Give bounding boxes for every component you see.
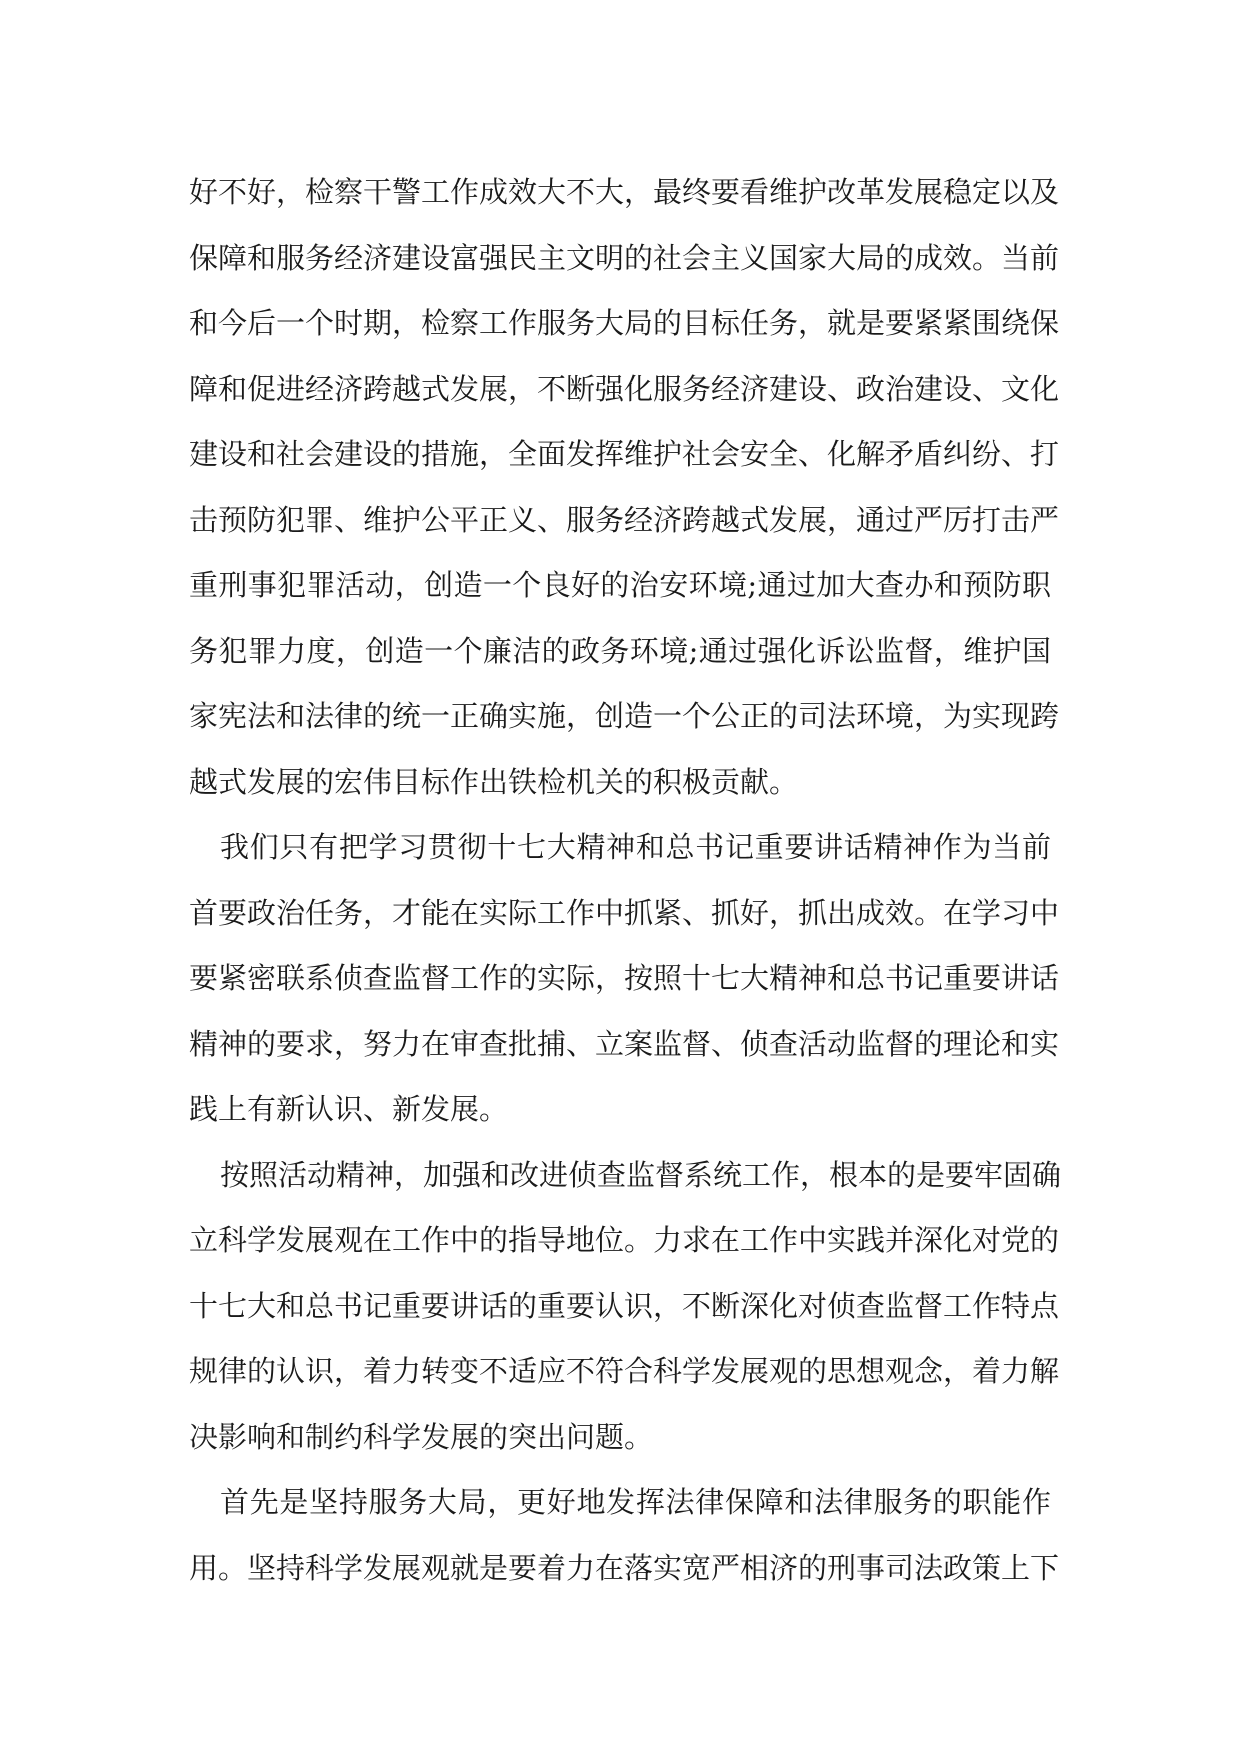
- text-line: 建设和社会建设的措施，全面发挥维护社会安全、化解矛盾纠纷、打: [189, 437, 1060, 471]
- text-line: 首先是坚持服务大局，更好地发挥法律保障和法律服务的职能作: [220, 1485, 1051, 1519]
- paragraph: [189, 1470, 1060, 1601]
- text-line: 按照活动精神，加强和改进侦查监督系统工作，根本的是要牢固确: [220, 1157, 1062, 1192]
- text-line: 规律的认识，着力转变不适应不符合科学发展观的思想观念，着力解: [189, 1354, 1060, 1388]
- text-line: 我们只有把学习贯彻十七大精神和总书记重要讲话精神作为当前: [220, 830, 1051, 864]
- text-line: 践上有新认识、新发展。: [189, 1092, 509, 1126]
- text-line: 障和促进经济跨越式发展，不断强化服务经济建设、政治建设、文化: [189, 371, 1060, 406]
- text-line: 保障和服务经济建设富强民主文明的社会主义国家大局的成效。当前: [189, 240, 1060, 275]
- text-line: 家宪法和法律的统一正确实施，创造一个公正的司法环境，为实现跨: [189, 699, 1060, 733]
- text-line: 击预防犯罪、维护公平正义、服务经济跨越式发展，通过严厉打击严: [189, 502, 1060, 537]
- text-line: 重刑事犯罪活动，创造一个良好的治安环境;通过加大查办和预防职: [189, 568, 1051, 602]
- text-line: 决影响和制约科学发展的突出问题。: [189, 1419, 654, 1454]
- paragraph: [189, 815, 1060, 1143]
- text-line: 用。坚持科学发展观就是要着力在落实宽严相济的刑事司法政策上下: [189, 1550, 1060, 1585]
- paragraph: [189, 160, 1060, 815]
- text-line: 要紧密联系侦查监督工作的实际，按照十七大精神和总书记重要讲话: [189, 961, 1060, 995]
- text-line: 十七大和总书记重要讲话的重要认识，不断深化对侦查监督工作特点: [189, 1288, 1060, 1323]
- text-line: 精神的要求，努力在审查批捕、立案监督、侦查活动监督的理论和实: [189, 1026, 1060, 1061]
- text-line: 和今后一个时期，检察工作服务大局的目标任务，就是要紧紧围绕保: [189, 306, 1060, 340]
- text-line: 立科学发展观在工作中的指导地位。力求在工作中实践并深化对党的: [189, 1223, 1060, 1257]
- paragraph: [189, 1143, 1062, 1471]
- text-line: 务犯罪力度，创造一个廉洁的政务环境;通过强化诉讼监督，维护国: [189, 633, 1051, 668]
- body-text: [189, 160, 1062, 1601]
- text-line: 首要政治任务，才能在实际工作中抓紧、抓好，抓出成效。在学习中: [189, 895, 1060, 930]
- text-line: 好不好，检察干警工作成效大不大，最终要看维护改革发展稳定以及: [189, 175, 1060, 209]
- text-line: 越式发展的宏伟目标作出铁检机关的积极贡献。: [189, 764, 799, 799]
